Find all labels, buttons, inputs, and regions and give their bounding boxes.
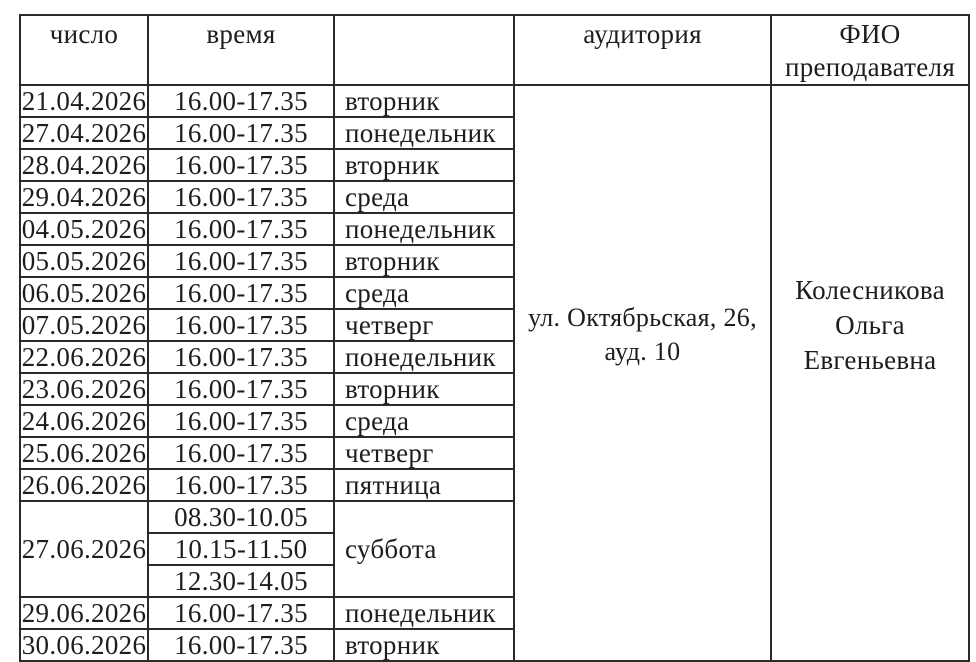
date-cell: 28.04.2026 (21, 149, 147, 180)
date-cell: 25.06.2026 (21, 437, 147, 468)
date-cell: 22.06.2026 (21, 341, 147, 372)
day-cell: четверг (334, 437, 514, 469)
room-text: ул. Октябрьская, 26, ауд. 10 (528, 302, 757, 366)
time-cell: 16.00-17.35 (148, 181, 334, 213)
time-cell: 16.00-17.35 (148, 597, 334, 629)
time-cell: 16.00-17.35 (148, 341, 334, 373)
date-cell: 27.06.2026 (20, 501, 148, 597)
time-cell: 16.00-17.35 (148, 85, 334, 117)
time-cell: 08.30-10.05 (148, 501, 334, 533)
day-cell: понедельник (334, 597, 514, 629)
day-cell: среда (334, 405, 514, 437)
teacher-text: Колесникова Ольга Евгеньевна (795, 275, 945, 376)
time-cell: 16.00-17.35 (148, 245, 334, 277)
date-cell: 29.06.2026 (21, 597, 147, 628)
day-cell: суббота (334, 501, 514, 597)
date-cell: 07.05.2026 (21, 309, 147, 340)
date-cell: 23.06.2026 (21, 373, 147, 404)
day-cell: пятница (334, 469, 514, 501)
room-cell (514, 85, 771, 661)
time-cell: 16.00-17.35 (148, 277, 334, 309)
time-cell: 16.00-17.35 (148, 405, 334, 437)
schedule-table (19, 14, 970, 662)
day-cell: вторник (334, 149, 514, 181)
header-time: время (148, 15, 334, 85)
date-cell: 26.06.2026 (21, 469, 147, 500)
time-cell: 10.15-11.50 (148, 533, 334, 565)
time-cell: 16.00-17.35 (148, 437, 334, 469)
day-cell: вторник (334, 85, 514, 117)
date-cell: 27.04.2026 (21, 117, 147, 148)
time-cell: 16.00-17.35 (148, 629, 334, 661)
date-cell: 24.06.2026 (21, 405, 147, 436)
day-cell: вторник (334, 245, 514, 277)
day-cell: понедельник (334, 341, 514, 373)
header-room: аудитория (514, 15, 771, 85)
time-cell: 16.00-17.35 (148, 309, 334, 341)
header-day (334, 15, 514, 85)
day-cell: понедельник (334, 213, 514, 245)
time-cell: 16.00-17.35 (148, 469, 334, 501)
day-cell: понедельник (334, 117, 514, 149)
time-cell: 12.30-14.05 (148, 565, 334, 597)
date-cell: 06.05.2026 (21, 277, 147, 308)
time-cell: 16.00-17.35 (148, 149, 334, 181)
day-cell: среда (334, 277, 514, 309)
date-cell: 29.04.2026 (21, 181, 147, 212)
header-teacher: ФИО преподавателя (771, 15, 969, 85)
date-cell: 30.06.2026 (21, 629, 147, 660)
day-cell: вторник (334, 373, 514, 405)
header-row (20, 15, 969, 85)
day-cell: среда (334, 181, 514, 213)
date-cell: 21.04.2026 (21, 85, 147, 116)
schedule-body (20, 85, 969, 661)
time-cell: 16.00-17.35 (148, 117, 334, 149)
teacher-cell (771, 85, 969, 661)
time-cell: 16.00-17.35 (148, 213, 334, 245)
date-cell: 05.05.2026 (21, 245, 147, 276)
schedule-row (20, 85, 969, 117)
time-cell: 16.00-17.35 (148, 373, 334, 405)
day-cell: четверг (334, 309, 514, 341)
day-cell: вторник (334, 629, 514, 661)
header-date: число (20, 15, 148, 85)
date-cell: 04.05.2026 (21, 213, 147, 244)
